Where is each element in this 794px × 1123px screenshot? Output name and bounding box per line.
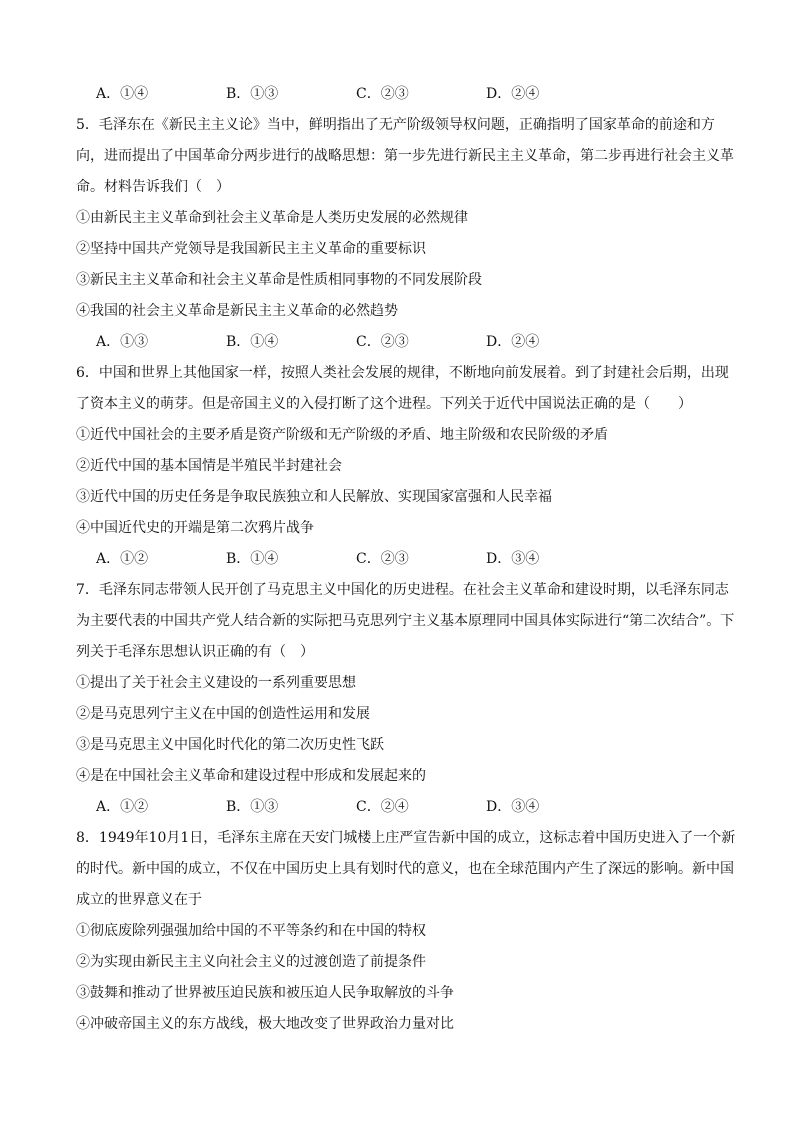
option-b: B．①④ — [226, 551, 279, 567]
statement-item: ③是马克思主义中国化时代化的第二次历史性飞跃 — [76, 737, 384, 753]
page-content — [76, 79, 736, 1040]
statement-item: ①彻底废除列强强加给中国的不平等条约和在中国的特权 — [76, 923, 426, 939]
statement-item: ①近代中国社会的主要矛盾是资产阶级和无产阶级的矛盾、地主阶级和农民阶级的矛盾 — [76, 427, 608, 443]
question-stem: 8．1949年10月1日，毛泽东主席在天安门城楼上庄严宣告新中国的成立，这标志着中国历史进入了一个新的时代。新中国的成立，不仅在中国历史上具有划时代的意义，也在全球范围内产生了深远的影响。新中国成立的世界意义在于 — [76, 830, 736, 908]
statement-item: ②为实现由新民主主义向社会主义的过渡创造了前提条件 — [76, 954, 426, 970]
question-5 — [76, 110, 736, 358]
statement-item: ②近代中国的基本国情是半殖民半封建社会 — [76, 458, 342, 474]
option-d: D．②④ — [486, 86, 540, 102]
answer-options — [76, 544, 736, 575]
answer-options-q4 — [76, 79, 736, 110]
answer-options — [76, 327, 736, 358]
statement-item: ④冲破帝国主义的东方战线，极大地改变了世界政治力量对比 — [76, 1016, 454, 1032]
statement-item: ④我国的社会主义革命是新民主主义革命的必然趋势 — [76, 303, 398, 319]
option-c: C．②③ — [356, 86, 409, 102]
statement-item: ①提出了关于社会主义建设的一系列重要思想 — [76, 675, 356, 691]
option-b: B．①③ — [226, 799, 279, 815]
question-7 — [76, 575, 736, 823]
question-stem: 5．毛泽东在《新民主主义论》当中，鲜明指出了无产阶级领导权问题，正确指明了国家革命的前途和方向，进而提出了中国革命分两步进行的战略思想：第一步先进行新民主主义革命，第二步再进行社会主义革命。材料告诉我们（ ） — [76, 117, 734, 195]
question-stem: 7．毛泽东同志带领人民开创了马克思主义中国化的历史进程。在社会主义革命和建设时期，以毛泽东同志为主要代表的中国共产党人结合新的实际把马克思列宁主义基本原理同中国具体实际进行“第二次结合”。下列关于毛泽东思想认识正确的有（ ） — [76, 582, 735, 660]
statement-item: ②坚持中国共产党领导是我国新民主主义革命的重要标识 — [76, 241, 426, 257]
option-a: A．①③ — [96, 334, 149, 350]
statement-item: ③新民主主义革命和社会主义革命是性质相同事物的不同发展阶段 — [76, 272, 482, 288]
question-8 — [76, 823, 736, 1040]
option-c: C．②③ — [356, 551, 409, 567]
statement-item: ③近代中国的历史任务是争取民族独立和人民解放、实现国家富强和人民幸福 — [76, 489, 552, 505]
question-stem: 6．中国和世界上其他国家一样，按照人类社会发展的规律，不断地向前发展着。到了封建社会后期，出现了资本主义的萌芽。但是帝国主义的入侵打断了这个进程。下列关于近代中国说法正确的是（ ） — [76, 365, 729, 412]
option-a: A．①④ — [96, 86, 149, 102]
option-a: A．①② — [96, 551, 149, 567]
option-a: A．①② — [96, 799, 149, 815]
option-c: C．②④ — [356, 799, 409, 815]
option-b: B．①③ — [226, 86, 279, 102]
statement-item: ④是在中国社会主义革命和建设过程中形成和发展起来的 — [76, 768, 426, 784]
statement-item: ②是马克思列宁主义在中国的创造性运用和发展 — [76, 706, 370, 722]
option-d: D．③④ — [486, 551, 540, 567]
option-c: C．②③ — [356, 334, 409, 350]
option-d: D．③④ — [486, 799, 540, 815]
option-b: B．①④ — [226, 334, 279, 350]
option-d: D．②④ — [486, 334, 540, 350]
statement-item: ④中国近代史的开端是第二次鸦片战争 — [76, 520, 314, 536]
statement-item: ①由新民主主义革命到社会主义革命是人类历史发展的必然规律 — [76, 210, 468, 226]
statement-item: ③鼓舞和推动了世界被压迫民族和被压迫人民争取解放的斗争 — [76, 985, 454, 1001]
answer-options — [76, 792, 736, 823]
question-6 — [76, 358, 736, 575]
